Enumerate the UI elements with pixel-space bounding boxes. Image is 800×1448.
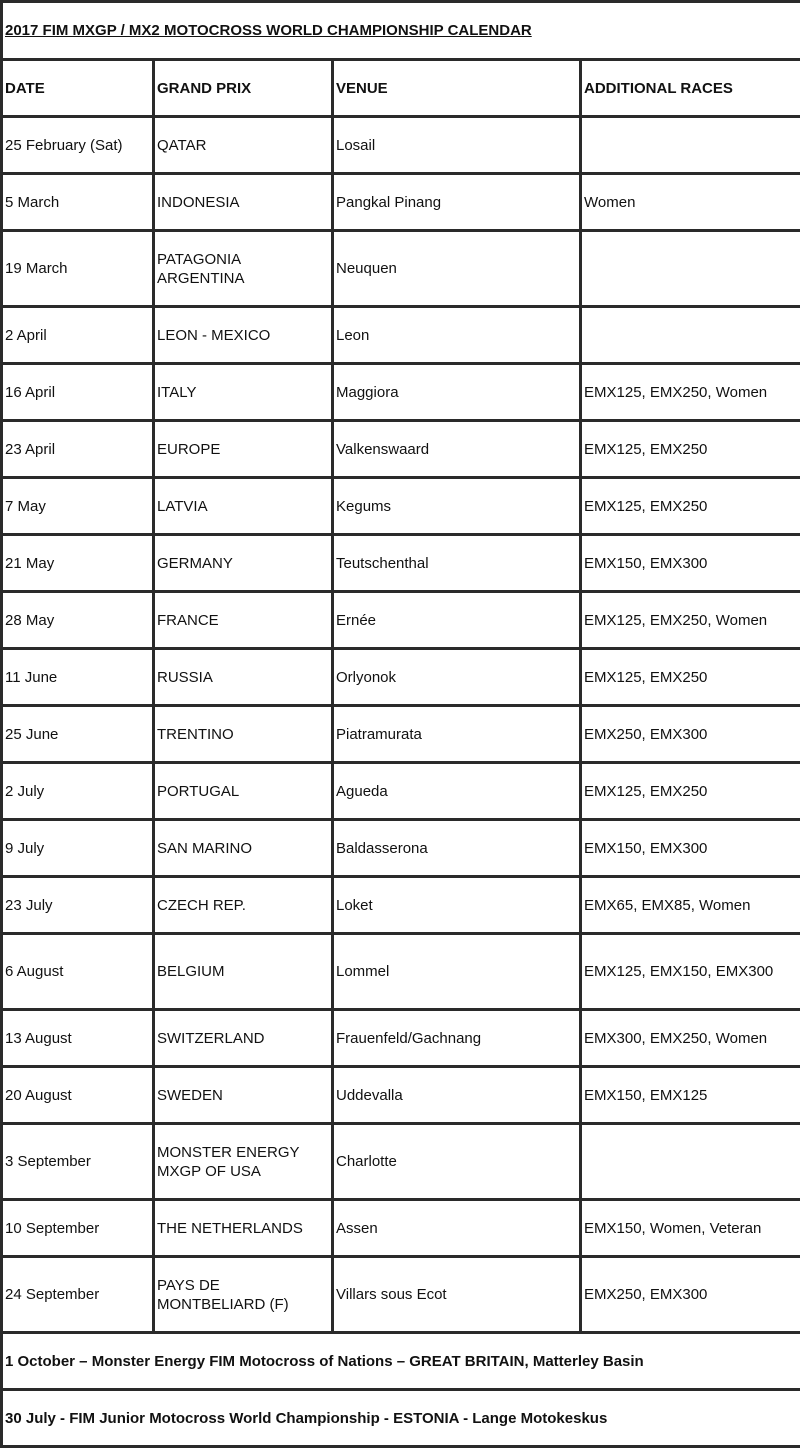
additional-races-cell: EMX125, EMX150, EMX300 [581, 934, 800, 1010]
table-row [2, 364, 800, 421]
additional-races-cell: EMX125, EMX250 [581, 478, 800, 535]
table-row [2, 1124, 800, 1200]
venue-cell: Kegums [333, 478, 581, 535]
additional-races-cell: EMX125, EMX250 [581, 421, 800, 478]
grand-prix-cell: THE NETHERLANDS [154, 1200, 333, 1257]
table-row [2, 649, 800, 706]
grand-prix-cell: ITALY [154, 364, 333, 421]
venue-cell: Villars sous Ecot [333, 1257, 581, 1333]
header-row [2, 60, 800, 117]
venue-cell: Agueda [333, 763, 581, 820]
column-header-additional-races: ADDITIONAL RACES [581, 60, 800, 117]
table-row [2, 763, 800, 820]
table-row [2, 1010, 800, 1067]
grand-prix-cell: PORTUGAL [154, 763, 333, 820]
venue-cell: Orlyonok [333, 649, 581, 706]
date-cell: 6 August [2, 934, 154, 1010]
additional-races-cell: EMX125, EMX250, Women [581, 364, 800, 421]
additional-races-cell: EMX125, EMX250 [581, 649, 800, 706]
additional-races-cell: EMX250, EMX300 [581, 1257, 800, 1333]
table-row [2, 592, 800, 649]
venue-cell: Loket [333, 877, 581, 934]
venue-cell: Leon [333, 307, 581, 364]
table-row [2, 231, 800, 307]
table-row [2, 1067, 800, 1124]
footer-note: 1 October – Monster Energy FIM Motocross of Nations – GREAT BRITAIN, Matterley Basin [2, 1333, 800, 1390]
date-cell: 3 September [2, 1124, 154, 1200]
additional-races-cell [581, 117, 800, 174]
grand-prix-cell: CZECH REP. [154, 877, 333, 934]
grand-prix-cell: PAYS DE MONTBELIARD (F) [154, 1257, 333, 1333]
calendar-title: 2017 FIM MXGP / MX2 MOTOCROSS WORLD CHAMPIONSHIP CALENDAR [2, 2, 800, 60]
additional-races-cell [581, 1124, 800, 1200]
venue-cell: Frauenfeld/Gachnang [333, 1010, 581, 1067]
additional-races-cell: Women [581, 174, 800, 231]
grand-prix-cell: LEON - MEXICO [154, 307, 333, 364]
additional-races-cell [581, 231, 800, 307]
grand-prix-cell: PATAGONIA ARGENTINA [154, 231, 333, 307]
table-row [2, 1257, 800, 1333]
grand-prix-cell: MONSTER ENERGY MXGP OF USA [154, 1124, 333, 1200]
venue-cell: Teutschenthal [333, 535, 581, 592]
venue-cell: Maggiora [333, 364, 581, 421]
venue-cell: Neuquen [333, 231, 581, 307]
venue-cell: Charlotte [333, 1124, 581, 1200]
venue-cell: Assen [333, 1200, 581, 1257]
grand-prix-cell: TRENTINO [154, 706, 333, 763]
additional-races-cell [581, 307, 800, 364]
date-cell: 21 May [2, 535, 154, 592]
venue-cell: Pangkal Pinang [333, 174, 581, 231]
additional-races-cell: EMX150, EMX300 [581, 535, 800, 592]
date-cell: 20 August [2, 1067, 154, 1124]
grand-prix-cell: RUSSIA [154, 649, 333, 706]
date-cell: 16 April [2, 364, 154, 421]
column-header-venue: VENUE [333, 60, 581, 117]
additional-races-cell: EMX150, Women, Veteran [581, 1200, 800, 1257]
table-row [2, 877, 800, 934]
additional-races-cell: EMX150, EMX125 [581, 1067, 800, 1124]
venue-cell: Ernée [333, 592, 581, 649]
grand-prix-cell: QATAR [154, 117, 333, 174]
grand-prix-cell: BELGIUM [154, 934, 333, 1010]
date-cell: 23 April [2, 421, 154, 478]
date-cell: 2 April [2, 307, 154, 364]
additional-races-cell: EMX300, EMX250, Women [581, 1010, 800, 1067]
date-cell: 10 September [2, 1200, 154, 1257]
additional-races-cell: EMX125, EMX250, Women [581, 592, 800, 649]
grand-prix-cell: SAN MARINO [154, 820, 333, 877]
date-cell: 23 July [2, 877, 154, 934]
date-cell: 2 July [2, 763, 154, 820]
additional-races-cell: EMX250, EMX300 [581, 706, 800, 763]
table-row [2, 421, 800, 478]
date-cell: 28 May [2, 592, 154, 649]
grand-prix-cell: EUROPE [154, 421, 333, 478]
table-row [2, 478, 800, 535]
date-cell: 11 June [2, 649, 154, 706]
footer-note: 30 July - FIM Junior Motocross World Championship - ESTONIA - Lange Motokeskus [2, 1390, 800, 1447]
venue-cell: Baldasserona [333, 820, 581, 877]
date-cell: 5 March [2, 174, 154, 231]
table-row [2, 535, 800, 592]
table-row [2, 820, 800, 877]
date-cell: 25 June [2, 706, 154, 763]
table-row [2, 174, 800, 231]
grand-prix-cell: INDONESIA [154, 174, 333, 231]
venue-cell: Piatramurata [333, 706, 581, 763]
date-cell: 25 February (Sat) [2, 117, 154, 174]
venue-cell: Losail [333, 117, 581, 174]
grand-prix-cell: GERMANY [154, 535, 333, 592]
grand-prix-cell: FRANCE [154, 592, 333, 649]
venue-cell: Uddevalla [333, 1067, 581, 1124]
table-row [2, 307, 800, 364]
additional-races-cell: EMX125, EMX250 [581, 763, 800, 820]
table-row [2, 934, 800, 1010]
table-row [2, 706, 800, 763]
date-cell: 13 August [2, 1010, 154, 1067]
column-header-grand-prix: GRAND PRIX [154, 60, 333, 117]
footer-row [2, 1390, 800, 1447]
grand-prix-cell: SWEDEN [154, 1067, 333, 1124]
footer-row [2, 1333, 800, 1390]
date-cell: 7 May [2, 478, 154, 535]
venue-cell: Lommel [333, 934, 581, 1010]
additional-races-cell: EMX65, EMX85, Women [581, 877, 800, 934]
title-row [2, 2, 800, 60]
grand-prix-cell: LATVIA [154, 478, 333, 535]
date-cell: 9 July [2, 820, 154, 877]
table-row [2, 117, 800, 174]
table-row [2, 1200, 800, 1257]
additional-races-cell: EMX150, EMX300 [581, 820, 800, 877]
venue-cell: Valkenswaard [333, 421, 581, 478]
date-cell: 19 March [2, 231, 154, 307]
date-cell: 24 September [2, 1257, 154, 1333]
column-header-date: DATE [2, 60, 154, 117]
grand-prix-cell: SWITZERLAND [154, 1010, 333, 1067]
